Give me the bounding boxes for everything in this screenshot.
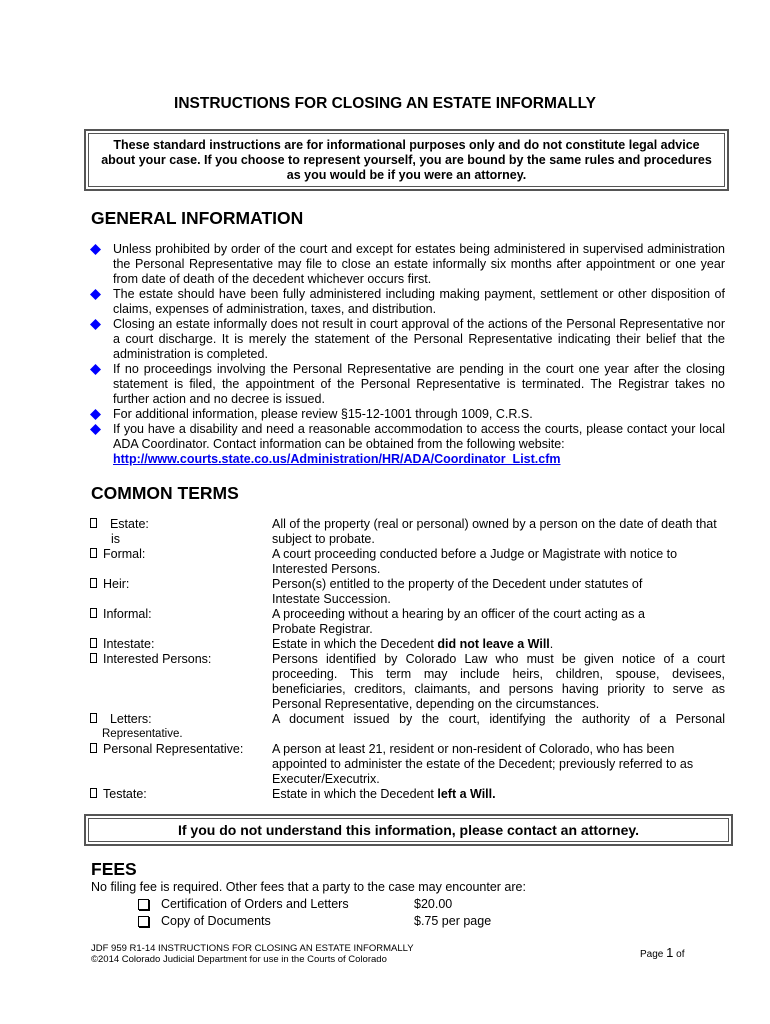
ada-text: If you have a disability and need a reasonable accommodation to access the courts, please contact your local ADA Coordinator. Contact information can be obtained from the following website: [113, 422, 725, 451]
checkbox-glyph-icon [90, 713, 97, 723]
list-item: For additional information, please review §15-12-1001 through 1009, C.R.S. [90, 407, 725, 422]
diamond-bullet-icon [90, 242, 113, 287]
checkbox-glyph-icon [90, 653, 97, 663]
list-item: Certification of Orders and Letters $20.00 [138, 897, 452, 911]
list-item: Closing an estate informally does not result in court approval of the actions of the Personal Representative nor a court discharge. It is merely the statement of the Personal Representative indicating their belief that the administration is completed. [90, 317, 725, 362]
term-intestate: Intestate: Estate in which the Decedent did not leave a Will. [90, 637, 725, 652]
fees-heading: FEES [91, 859, 137, 879]
terms-heading: COMMON TERMS [91, 483, 239, 503]
term-letters: Letters: A document issued by the court, identifying the authority of a Personal [90, 712, 725, 727]
list-item [90, 422, 725, 467]
fees-intro: No filing fee is required. Other fees that a party to the case may encounter are: [91, 880, 526, 894]
disclaimer-notice: These standard instructions are for informational purposes only and do not constitute legal advice about your case. If you choose to represent yourself, you are bound by the same rules and procedures as you would be if you were an attorney. [84, 129, 729, 191]
ada-coordinator-link[interactable]: http://www.courts.state.co.us/Administration/HR/ADA/Coordinator_List.cfm [113, 452, 561, 466]
checkbox-glyph-icon [90, 578, 97, 588]
checkbox-glyph-icon [90, 788, 97, 798]
contact-attorney-notice: If you do not understand this information, please contact an attorney. [84, 814, 733, 846]
page-number: Page 1 of [640, 945, 685, 960]
term-heir: Heir: Person(s) entitled to the property of the Decedent under statutes of Intestate Succession. [90, 577, 725, 607]
list-item: Unless prohibited by order of the court and except for estates being administered in supervised administration the Personal Representative may file to close an estate informally six months after appointment or one year from date of death of the decedent whichever occurs first. [90, 242, 725, 287]
diamond-bullet-icon [90, 287, 113, 317]
checkbox-glyph-icon [90, 638, 97, 648]
checkbox-glyph-icon [90, 608, 97, 618]
diamond-bullet-icon [90, 407, 113, 422]
diamond-bullet-icon [90, 317, 113, 362]
term-personal-representative: Personal Representative: A person at least 21, resident or non-resident of Colorado, who has been appointed to administer the estate of the Decedent; previously referred to as Executer/Executrix. [90, 742, 725, 787]
term-informal: Informal: A proceeding without a hearing by an officer of the court acting as a Probate Registrar. [90, 607, 725, 637]
checkbox-icon [138, 916, 149, 927]
list-item: If no proceedings involving the Personal Representative are pending in the court one year after the closing statement is filed, the appointment of the Personal Representative is terminated. The Registrar takes no further action and no decree is issued. [90, 362, 725, 407]
term-estate: Estate: All of the property (real or personal) owned by a person on the date of death that [90, 517, 725, 532]
diamond-bullet-icon [90, 422, 113, 467]
list-item: Copy of Documents $.75 per page [138, 914, 491, 928]
term-estate-cont: is subject to probate. [111, 532, 375, 546]
term-interested-persons: Interested Persons: Persons identified by Colorado Law who must be given notice of a court proceeding. This term may include heirs, children, spouse, devisees, beneficiaries, creditors, claimants, and persons having priority to serve as Personal Representative, depending on the circumstances. [90, 652, 725, 712]
general-list [90, 242, 725, 467]
page-title: INSTRUCTIONS FOR CLOSING AN ESTATE INFORMALLY [174, 95, 596, 112]
term-letters-cont: Representative. [102, 728, 183, 740]
term-testate: Testate: Estate in which the Decedent left a Will. [90, 787, 725, 802]
footer: JDF 959 R1-14 INSTRUCTIONS FOR CLOSING AN ESTATE INFORMALLY ©2014 Colorado Judicial Department for use in the Courts of Colorado [91, 943, 414, 965]
list-item: The estate should have been fully administered including making payment, settlement or other disposition of claims, expenses of administration, taxes, and distribution. [90, 287, 725, 317]
term-formal: Formal: A court proceeding conducted before a Judge or Magistrate with notice to Interested Persons. [90, 547, 725, 577]
checkbox-glyph-icon [90, 743, 97, 753]
diamond-bullet-icon [90, 362, 113, 407]
general-heading: GENERAL INFORMATION [91, 208, 304, 228]
checkbox-glyph-icon [90, 518, 97, 528]
checkbox-icon [138, 899, 149, 910]
terms-list [90, 517, 725, 802]
checkbox-glyph-icon [90, 548, 97, 558]
